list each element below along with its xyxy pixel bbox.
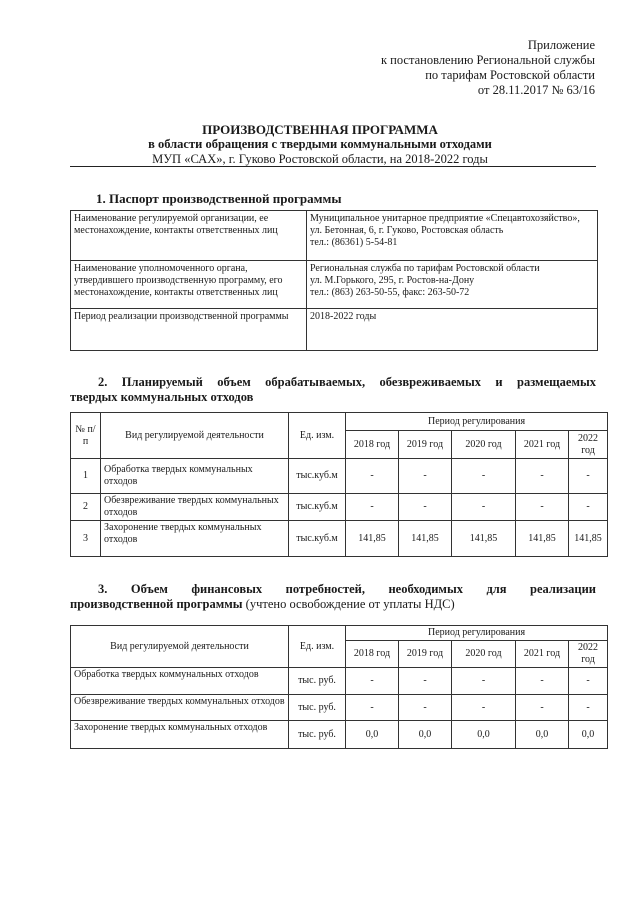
row-value: - — [516, 494, 569, 521]
row-value: - — [516, 459, 569, 494]
row-value: 141,85 — [399, 521, 452, 557]
row-value: - — [569, 668, 608, 695]
row-value: 141,85 — [346, 521, 399, 557]
table-row — [71, 459, 608, 494]
row-value: 0,0 — [569, 721, 608, 749]
col-header-unit: Ед. изм. — [289, 413, 346, 459]
title-divider — [70, 166, 596, 167]
row-unit: тыс.куб.м — [289, 459, 346, 494]
row-value: - — [399, 494, 452, 521]
row-activity: Захоронение твердых коммунальных отходов — [101, 521, 289, 557]
table-row — [71, 521, 608, 557]
row-value: 141,85 — [452, 521, 516, 557]
table-row — [71, 309, 598, 351]
section3-heading — [70, 582, 596, 612]
row-value: - — [452, 459, 516, 494]
value-line: Муниципальное унитарное предприятие «Спецавтохозяйство», — [310, 213, 580, 224]
col-header-year: 2021 год — [516, 641, 569, 668]
row-unit: тыс.куб.м — [289, 521, 346, 557]
row-value: - — [452, 695, 516, 721]
row-value: - — [516, 695, 569, 721]
passport-value — [307, 261, 598, 309]
appendix-line: по тарифам Ростовской области — [425, 68, 595, 82]
col-header-num: № п/п — [71, 413, 101, 459]
title-organization: МУП «САХ», г. Гуково Ростовской области, на 2018-2022 годы — [152, 152, 488, 166]
row-num: 2 — [71, 494, 101, 521]
row-value: - — [452, 494, 516, 521]
col-header-year: 2022 год — [569, 641, 608, 668]
col-header-period: Период регулирования — [346, 626, 608, 641]
value-line: тел.: (86361) 5-54-81 — [310, 237, 398, 248]
row-value: 141,85 — [516, 521, 569, 557]
row-num: 3 — [71, 521, 101, 557]
col-header-year: 2022 год — [569, 431, 608, 459]
col-header-year: 2019 год — [399, 641, 452, 668]
col-header-year: 2021 год — [516, 431, 569, 459]
table-header-row — [71, 626, 608, 641]
col-header-year: 2020 год — [452, 431, 516, 459]
col-header-year: 2019 год — [399, 431, 452, 459]
row-unit: тыс. руб. — [289, 668, 346, 695]
col-header-year: 2020 год — [452, 641, 516, 668]
value-line: тел.: (863) 263-50-55, факс: 263-50-72 — [310, 287, 470, 298]
passport-label: Период реализации производственной программы — [71, 309, 307, 351]
row-value: - — [399, 459, 452, 494]
row-unit: тыс.куб.м — [289, 494, 346, 521]
row-value: - — [399, 695, 452, 721]
row-activity: Обработка твердых коммунальных отходов — [101, 459, 289, 494]
document-title — [60, 122, 580, 167]
passport-value — [307, 211, 598, 261]
appendix-line: к постановлению Региональной службы — [380, 53, 595, 67]
row-value: 0,0 — [399, 721, 452, 749]
col-header-period: Период регулирования — [346, 413, 608, 431]
table-row — [71, 695, 608, 721]
section2-heading-line: 2. Планируемый объем обрабатываемых, обезвреживаемых и размещаемых — [98, 375, 596, 389]
value-line: Региональная служба по тарифам Ростовской области — [310, 263, 540, 274]
row-value: - — [569, 459, 608, 494]
row-unit: тыс. руб. — [289, 721, 346, 749]
passport-label: Наименование уполномоченного органа, утвердившего производственную программу, его местонахождение, контакты ответственных лиц — [71, 261, 307, 309]
section2-heading-line: твердых коммунальных отходов — [70, 390, 254, 404]
row-unit: тыс. руб. — [289, 695, 346, 721]
title-main: ПРОИЗВОДСТВЕННАЯ ПРОГРАММА — [202, 122, 438, 137]
section3-heading-line: производственной программы — [70, 597, 243, 611]
row-activity: Обработка твердых коммунальных отходов — [71, 668, 289, 695]
table-row — [71, 668, 608, 695]
row-value: - — [516, 668, 569, 695]
table-row — [71, 494, 608, 521]
row-value: 0,0 — [346, 721, 399, 749]
col-header-activity: Вид регулируемой деятельности — [101, 413, 289, 459]
row-value: - — [569, 494, 608, 521]
title-subtitle: в области обращения с твердыми коммунальными отходами — [148, 137, 492, 151]
section3-heading-note: (учтено освобождение от уплаты НДС) — [242, 597, 455, 611]
table-row — [71, 721, 608, 749]
row-value: 0,0 — [516, 721, 569, 749]
appendix-header — [381, 38, 595, 98]
col-header-unit: Ед. изм. — [289, 626, 346, 668]
col-header-activity: Вид регулируемой деятельности — [71, 626, 289, 668]
table-row — [71, 211, 598, 261]
value-line: 2018-2022 годы — [310, 311, 377, 322]
row-activity: Обезвреживание твердых коммунальных отходов — [71, 695, 289, 721]
section3-heading-line: 3. Объем финансовых потребностей, необходимых для реализации — [98, 582, 596, 596]
value-line: ул. Бетонная, 6, г. Гуково, Ростовская область — [310, 225, 504, 236]
row-value: - — [569, 695, 608, 721]
finance-table — [70, 625, 608, 749]
section1-heading: 1. Паспорт производственной программы — [96, 191, 342, 206]
row-value: - — [346, 668, 399, 695]
row-value: 141,85 — [569, 521, 608, 557]
passport-label: Наименование регулируемой организации, ее местонахождение, контакты ответственных лиц — [71, 211, 307, 261]
value-line: ул. М.Горького, 295, г. Ростов-на-Дону — [310, 275, 475, 286]
section2-heading — [70, 375, 596, 405]
row-activity: Захоронение твердых коммунальных отходов — [71, 721, 289, 749]
row-value: - — [452, 668, 516, 695]
passport-value — [307, 309, 598, 351]
row-value: - — [346, 459, 399, 494]
passport-table — [70, 210, 598, 351]
row-value: - — [346, 695, 399, 721]
volume-table — [70, 412, 608, 557]
row-activity: Обезвреживание твердых коммунальных отходов — [101, 494, 289, 521]
row-value: 0,0 — [452, 721, 516, 749]
row-num: 1 — [71, 459, 101, 494]
col-header-year: 2018 год — [346, 641, 399, 668]
appendix-date: от 28.11.2017 № 63/16 — [477, 83, 595, 97]
row-value: - — [399, 668, 452, 695]
appendix-line: Приложение — [527, 38, 595, 52]
table-row — [71, 261, 598, 309]
table-header-row — [71, 413, 608, 431]
col-header-year: 2018 год — [346, 431, 399, 459]
row-value: - — [346, 494, 399, 521]
